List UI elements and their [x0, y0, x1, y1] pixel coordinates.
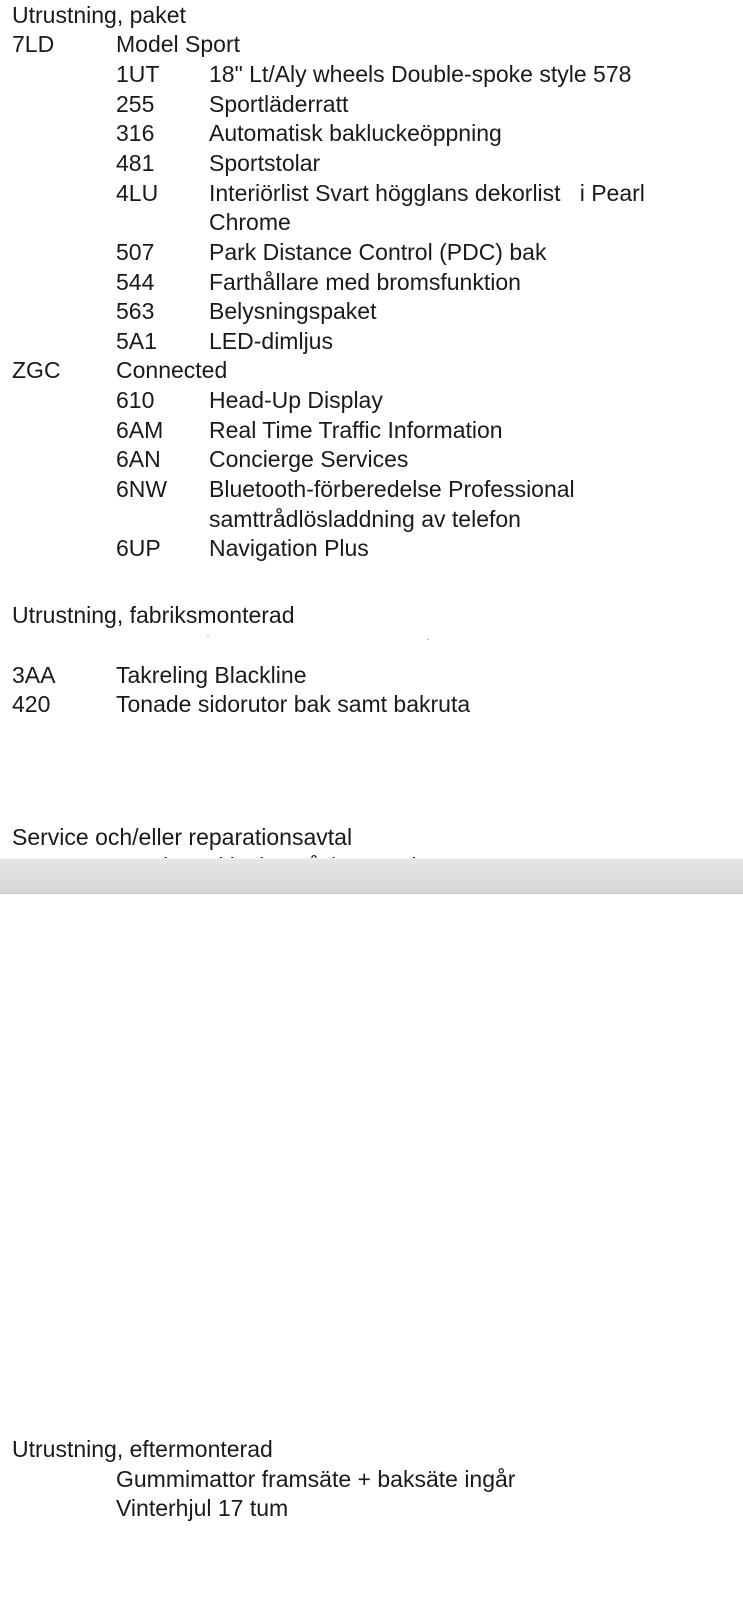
option-description: Bluetooth-förberedelse Professional	[209, 476, 575, 502]
option-description: Belysningspaket	[209, 298, 377, 324]
package-name: Model Sport	[116, 31, 241, 57]
option-code: 4LU	[116, 180, 159, 206]
option-code: 6NW	[116, 476, 168, 502]
option-code: 3AA	[12, 662, 56, 688]
option-description: Sportläderratt	[209, 91, 349, 117]
option-code: 507	[116, 239, 155, 265]
document-page-2	[0, 892, 743, 1616]
option-code: 481	[116, 150, 155, 176]
service-heading: Service och/eller reparationsavtal	[12, 824, 353, 850]
option-description: Real Time Traffic Information	[209, 417, 503, 443]
aftermarket-item: Vinterhjul 17 tum	[116, 1495, 289, 1521]
option-description: LED-dimljus	[209, 328, 333, 354]
option-description: Head-Up Display	[209, 387, 383, 413]
scan-speck	[427, 639, 429, 640]
option-code: 420	[12, 691, 51, 717]
option-code: 255	[116, 91, 155, 117]
option-code: 6UP	[116, 535, 161, 561]
option-code: 563	[116, 298, 155, 324]
option-description: Concierge Services	[209, 446, 409, 472]
option-description-continued: samttrådlösladdning av telefon	[209, 506, 521, 532]
option-description: 18" Lt/Aly wheels Double-spoke style 578	[209, 61, 632, 87]
option-description: Automatisk bakluckeöppning	[209, 120, 502, 146]
option-description: Sportstolar	[209, 150, 321, 176]
packages-heading: Utrustning, paket	[12, 2, 186, 28]
aftermarket-item: Gummimattor framsäte + baksäte ingår	[116, 1466, 516, 1492]
option-code: 316	[116, 120, 155, 146]
factory-heading: Utrustning, fabriksmonterad	[12, 602, 295, 628]
option-description-continued: Chrome	[209, 209, 291, 235]
option-description: Park Distance Control (PDC) bak	[209, 239, 547, 265]
page-break-divider	[0, 858, 743, 894]
option-code: 6AM	[116, 417, 164, 443]
aftermarket-heading: Utrustning, eftermonterad	[12, 1436, 273, 1462]
option-code: 544	[116, 269, 155, 295]
option-code: 6AN	[116, 446, 161, 472]
option-description: Tonade sidorutor bak samt bakruta	[116, 691, 471, 717]
package-name: Connected	[116, 357, 228, 383]
package-code: 7LD	[12, 31, 55, 57]
option-description: Takreling Blackline	[116, 662, 307, 688]
option-description: Interiörlist Svart högglans dekorlist i Pearl	[209, 180, 645, 206]
option-code: 5A1	[116, 328, 157, 354]
option-description: Farthållare med bromsfunktion	[209, 269, 521, 295]
scan-speck	[207, 635, 209, 636]
option-code: 1UT	[116, 61, 160, 87]
option-code: 610	[116, 387, 155, 413]
option-description: Navigation Plus	[209, 535, 369, 561]
package-code: ZGC	[12, 357, 61, 383]
